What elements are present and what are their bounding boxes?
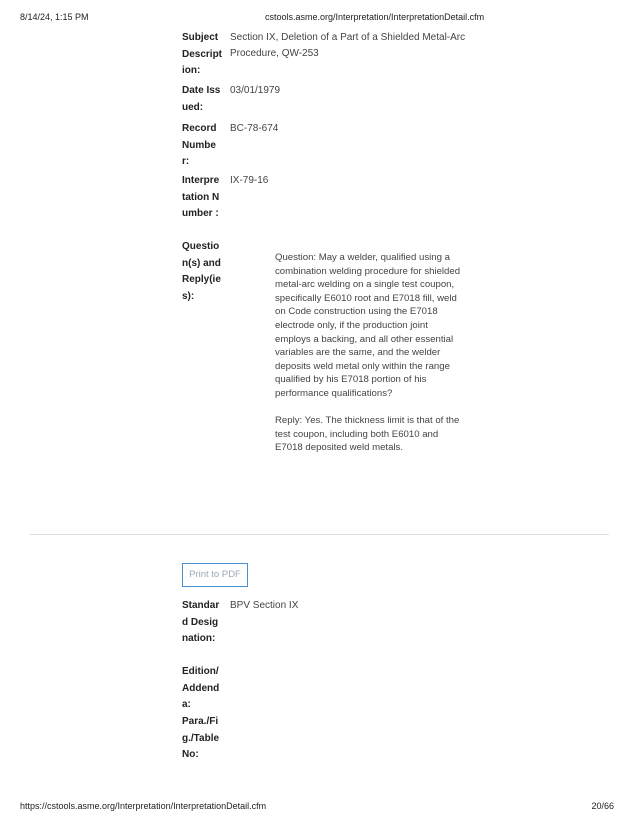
date-issued-value: 03/01/1979	[230, 85, 281, 96]
date-issued-label: Date Issued:	[182, 85, 221, 113]
reply-text: Reply: Yes. The thickness limit is that of the test coupon, including both E6010 and E7018 deposited weld metals.	[275, 415, 460, 454]
question-text: Question: May a welder, qualified using a combination welding procedure for shielded metal-arc welding on a single test coupon, specifically E6010 root and E7018 fill, weld on Code construction using the E7018 electrode only, if the production joint employs a backing, and all other essential variables are the same, and the welder deposits weld metal only within the range qualified by his E7018 portion of his performance qualifications?	[275, 252, 461, 399]
questions-replies-content	[275, 251, 465, 469]
standard-designation-value: BPV Section IX	[230, 600, 299, 611]
interpretation-number-label: Interpretation Number :	[182, 175, 220, 219]
record-number-value: BC-78-674	[230, 123, 279, 134]
page-number: 20/66	[591, 801, 614, 811]
print-datetime: 8/14/24, 1:15 PM	[20, 12, 89, 22]
record-number-label: Record Number:	[182, 123, 217, 167]
subject-description-label: Subject Description:	[182, 32, 223, 76]
subject-description-value: Section IX, Deletion of a Part of a Shielded Metal-Arc Procedure, QW-253	[230, 32, 466, 59]
questions-replies-label: Question(s) and Reply(ies):	[182, 241, 221, 302]
print-to-pdf-button[interactable]: Print to PDF	[182, 563, 248, 587]
section-divider	[30, 534, 609, 535]
print-header-url: cstools.asme.org/Interpretation/InterpretationDetail.cfm	[265, 12, 485, 22]
print-footer-url: https://cstools.asme.org/Interpretation/InterpretationDetail.cfm	[20, 801, 267, 811]
para-fig-table-label: Para./Fig./Table No:	[182, 716, 220, 760]
standard-designation-label: Standard Designation:	[182, 600, 220, 644]
edition-addenda-label: Edition/Addenda:	[182, 666, 220, 710]
interpretation-number-value: IX-79-16	[230, 175, 269, 186]
